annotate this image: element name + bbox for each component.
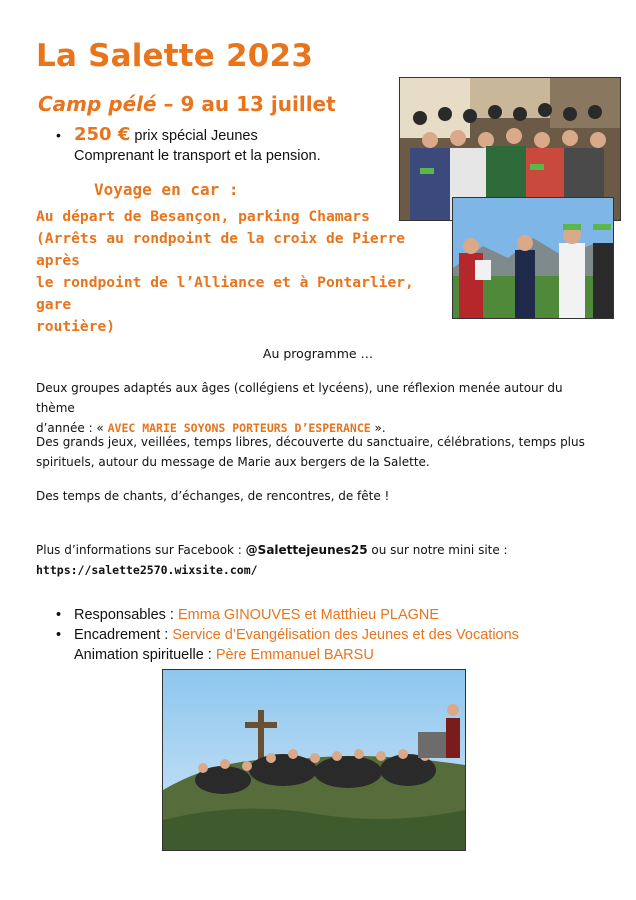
paragraph-line: spirituels, autour du message de Marie aux bergers de la Salette.	[36, 455, 430, 469]
price-amount: 250 €	[74, 124, 131, 145]
contact-value: Emma GINOUVES et Matthieu PLAGNE	[177, 607, 440, 623]
contact-label: Responsables :	[74, 607, 178, 623]
list-item	[74, 645, 519, 665]
price-detail: Comprenant le transport et la pension.	[74, 148, 321, 164]
price-line	[56, 124, 258, 145]
paragraph-line	[36, 540, 602, 560]
info-text-2: ou sur notre mini site :	[367, 543, 508, 557]
contact-value: Service d’Evangélisation des Jeunes et des Vocations	[172, 627, 519, 643]
facebook-handle[interactable]: @Salettejeunes25	[245, 543, 368, 557]
voyage-line: Au départ de Besançon, parking Chamars	[36, 208, 370, 225]
voyage-heading: Voyage en car :	[94, 180, 239, 199]
camp-name: Camp pélé	[38, 92, 157, 116]
info-paragraph	[36, 540, 602, 580]
bullet-icon: •	[56, 127, 61, 143]
contact-label: Animation spirituelle :	[74, 647, 216, 663]
contacts-list	[56, 605, 519, 665]
list-item	[56, 605, 519, 625]
group-photo-mountain	[452, 197, 614, 319]
paragraph-line: Des grands jeux, veillées, temps libres, découverte du sanctuaire, célébrations, temps plus	[36, 435, 585, 449]
summit-cross-photo	[162, 669, 466, 851]
theme-text: AVEC MARIE SOYONS PORTEURS D’ESPERANCE	[107, 421, 371, 435]
page-title: La Salette 2023	[36, 38, 314, 74]
contact-label: Encadrement :	[74, 627, 173, 643]
voyage-details	[36, 206, 446, 338]
price-label: prix spécial Jeunes	[130, 128, 258, 144]
info-text: Plus d’informations sur Facebook :	[36, 543, 246, 557]
theme-suffix: ».	[370, 421, 386, 435]
programme-heading: Au programme …	[262, 346, 374, 361]
contact-value: Père Emmanuel BARSU	[215, 647, 374, 663]
theme-prefix: d’année : «	[36, 421, 108, 435]
bullet-icon: •	[56, 607, 62, 623]
voyage-line: (Arrêts au rondpoint de la croix de Pierre après	[36, 230, 406, 269]
programme-paragraph-themes	[36, 378, 602, 438]
camp-subtitle	[38, 92, 336, 116]
bullet-icon: •	[56, 627, 62, 643]
programme-paragraph-celebrations: Des temps de chants, d’échanges, de rencontres, de fête !	[36, 489, 390, 503]
programme-paragraph-activities	[36, 432, 602, 472]
paragraph-line: Deux groupes adaptés aux âges (collégiens et lycéens), une réflexion menée autour du thème	[36, 381, 563, 415]
website-link[interactable]: https://salette2570.wixsite.com/	[36, 563, 258, 577]
voyage-line: routière)	[36, 318, 116, 335]
voyage-line: le rondpoint de l’Alliance et à Pontarlier, gare	[36, 274, 414, 313]
camp-dates: – 9 au 13 juillet	[156, 92, 336, 116]
list-item	[56, 625, 519, 645]
